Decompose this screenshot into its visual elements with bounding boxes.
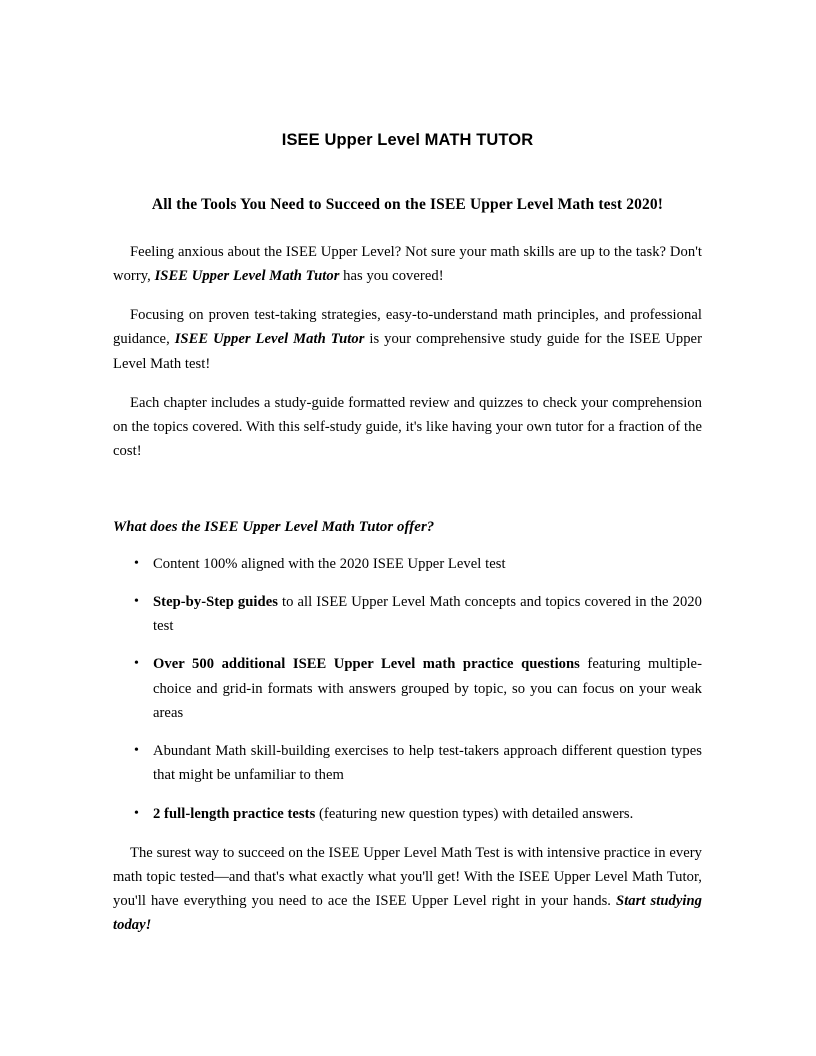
feature-list xyxy=(113,552,702,826)
chapters-paragraph: Each chapter includes a study-guide formatted review and quizzes to check your comprehension on the topics covered. With this self-study guide, it's like having your own tutor for a fraction of the cost! xyxy=(113,394,702,460)
list-item-text: Over 500 additional ISEE Upper Level math practice questions featuring multiple-choice and grid-in formats with answers grouped by topic, so you can focus on your weak areas xyxy=(153,656,702,721)
list-item-text: Content 100% aligned with the 2020 ISEE Upper Level test xyxy=(153,555,506,572)
bullet-icon: • xyxy=(134,593,139,609)
list-item xyxy=(113,739,702,787)
list-item xyxy=(113,802,702,826)
bullet-icon: • xyxy=(134,743,139,759)
intro-paragraph: Feeling anxious about the ISEE Upper Level? Not sure your math skills are up to the task? Don't worry, ISEE Upper Level Math Tutor has you covered! xyxy=(113,243,702,285)
list-item-text: Abundant Math skill-building exercises to help test-takers approach different question types that might be unfamiliar to them xyxy=(153,743,702,784)
section-heading-offer: What does the ISEE Upper Level Math Tutor offer? xyxy=(113,518,435,535)
bullet-icon: • xyxy=(134,805,139,821)
list-item xyxy=(113,652,702,725)
page-subtitle: All the Tools You Need to Succeed on the ISEE Upper Level Math test 2020! xyxy=(151,195,664,213)
list-item xyxy=(113,552,702,576)
list-item xyxy=(113,590,702,638)
focus-paragraph: Focusing on proven test-taking strategies, easy-to-understand math principles, and professional guidance, ISEE Upper Level Math Tutor is your comprehensive study guide for the ISEE Upper Level Math test! xyxy=(113,307,702,372)
intro-paragraph-group xyxy=(113,240,702,464)
bullet-icon: • xyxy=(134,555,139,571)
page-title: ISEE Upper Level MATH TUTOR xyxy=(281,131,534,149)
list-item-text: Step-by-Step guides to all ISEE Upper Level Math concepts and topics covered in the 2020 test xyxy=(153,593,702,635)
closing-paragraph: The surest way to succeed on the ISEE Upper Level Math Test is with intensive practice in every math topic tested—and that's what exactly what you'll get! With the ISEE Upper Level Math Tutor, you'll have everything you need to ace the ISEE Upper Level right in your hands. Start studying today! xyxy=(113,844,702,934)
bullet-icon: • xyxy=(134,656,139,672)
list-item-text: 2 full-length practice tests (featuring new question types) with detailed answers. xyxy=(153,805,634,822)
